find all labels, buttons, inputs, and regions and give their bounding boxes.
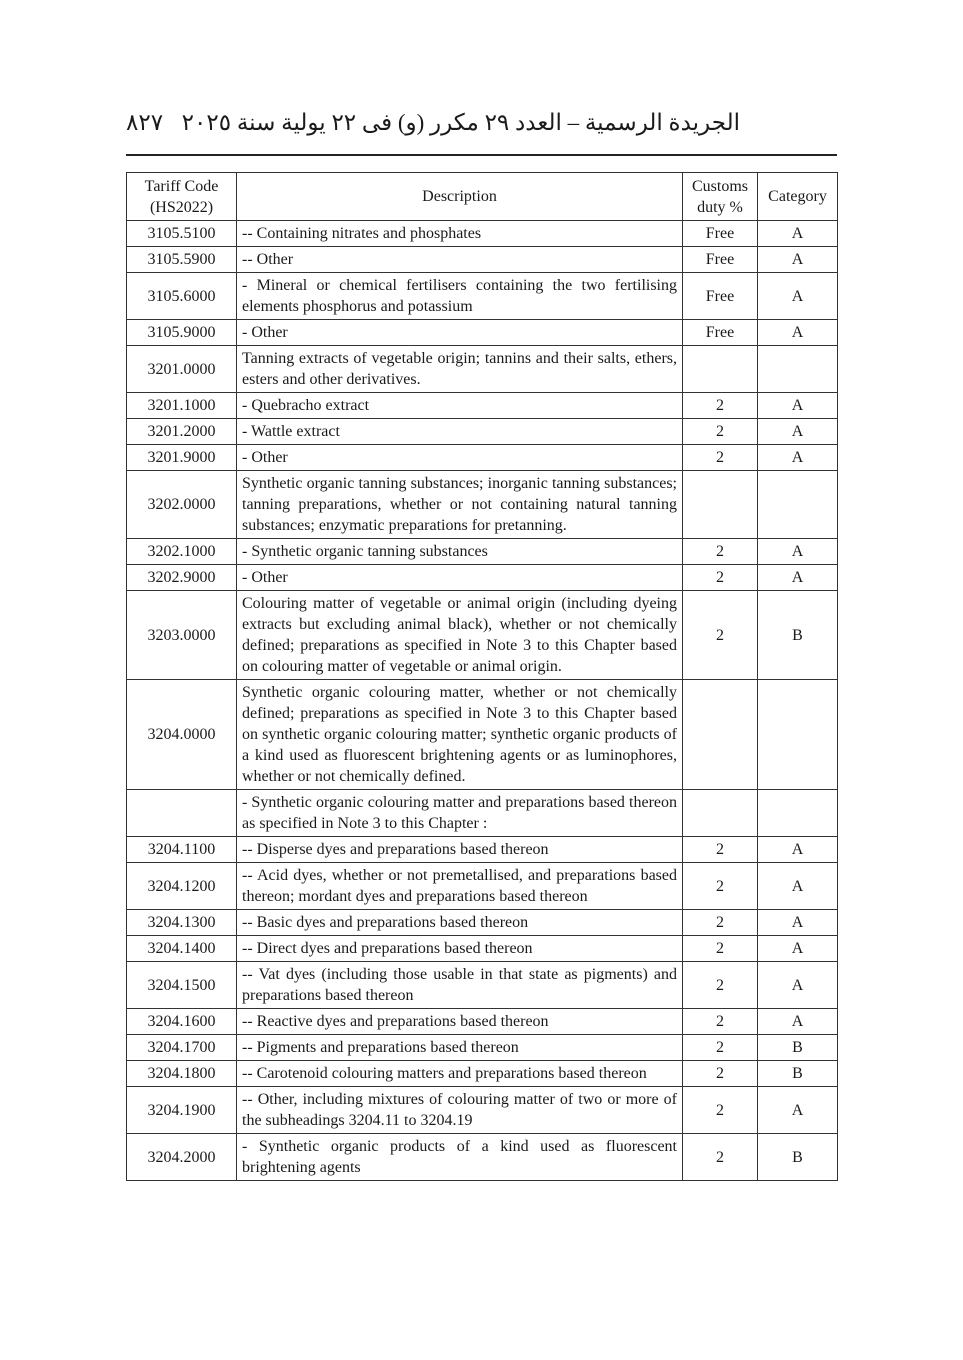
- description-cell: -- Basic dyes and preparations based thereon: [237, 910, 683, 936]
- description-cell: -- Vat dyes (including those usable in that state as pigments) and preparations based thereon: [237, 962, 683, 1009]
- category-cell: A: [758, 320, 838, 346]
- customs-duty-cell: [683, 346, 758, 393]
- customs-duty-cell: 2: [683, 393, 758, 419]
- description-cell: -- Carotenoid colouring matters and preparations based thereon: [237, 1061, 683, 1087]
- category-cell: A: [758, 910, 838, 936]
- description-cell: -- Acid dyes, whether or not premetallised, and preparations based thereon; mordant dyes and preparations based thereon: [237, 863, 683, 910]
- description-cell: - Other: [237, 445, 683, 471]
- description-cell: -- Reactive dyes and preparations based thereon: [237, 1009, 683, 1035]
- description-cell: - Other: [237, 565, 683, 591]
- description-cell: -- Other: [237, 247, 683, 273]
- description-cell: -- Other, including mixtures of colouring matter of two or more of the subheadings 3204.11 to 3204.19: [237, 1087, 683, 1134]
- customs-duty-cell: 2: [683, 1134, 758, 1181]
- tariff-code-cell: 3201.1000: [127, 393, 237, 419]
- customs-duty-cell: Free: [683, 221, 758, 247]
- customs-duty-cell: Free: [683, 247, 758, 273]
- column-header-tariff-code: Tariff Code (HS2022): [127, 173, 237, 221]
- customs-duty-cell: 2: [683, 837, 758, 863]
- customs-duty-cell: 2: [683, 591, 758, 680]
- table-row: [127, 591, 838, 680]
- table-row: [127, 936, 838, 962]
- customs-duty-cell: 2: [683, 910, 758, 936]
- table-row: [127, 1061, 838, 1087]
- description-cell: - Synthetic organic tanning substances: [237, 539, 683, 565]
- tariff-code-cell: 3201.0000: [127, 346, 237, 393]
- tariff-code-cell: 3204.2000: [127, 1134, 237, 1181]
- tariff-code-cell: 3204.1100: [127, 837, 237, 863]
- tariff-code-cell: 3204.1500: [127, 962, 237, 1009]
- category-cell: A: [758, 936, 838, 962]
- tariff-code-cell: 3204.1400: [127, 936, 237, 962]
- tariff-code-cell: 3204.1600: [127, 1009, 237, 1035]
- customs-duty-cell: [683, 680, 758, 790]
- description-cell: - Synthetic organic colouring matter and preparations based thereon as specified in Note 3 to this Chapter :: [237, 790, 683, 837]
- description-cell: - Other: [237, 320, 683, 346]
- category-cell: A: [758, 539, 838, 565]
- tariff-table: [126, 172, 838, 1181]
- tariff-code-cell: [127, 790, 237, 837]
- category-cell: A: [758, 863, 838, 910]
- category-cell: A: [758, 419, 838, 445]
- customs-duty-cell: 2: [683, 1009, 758, 1035]
- customs-duty-cell: 2: [683, 936, 758, 962]
- tariff-code-cell: 3202.1000: [127, 539, 237, 565]
- customs-duty-cell: Free: [683, 320, 758, 346]
- customs-duty-cell: [683, 471, 758, 539]
- table-row: [127, 393, 838, 419]
- category-cell: A: [758, 221, 838, 247]
- tariff-code-cell: 3204.1200: [127, 863, 237, 910]
- description-cell: -- Pigments and preparations based thereon: [237, 1035, 683, 1061]
- table-header-row: [127, 173, 838, 221]
- table-row: [127, 837, 838, 863]
- table-row: [127, 1087, 838, 1134]
- header-rule: [126, 154, 837, 156]
- category-cell: A: [758, 445, 838, 471]
- customs-duty-cell: 2: [683, 1061, 758, 1087]
- tariff-code-cell: 3105.9000: [127, 320, 237, 346]
- category-cell: [758, 346, 838, 393]
- description-cell: - Synthetic organic products of a kind used as fluorescent brightening agents: [237, 1134, 683, 1181]
- table-row: [127, 247, 838, 273]
- table-row: [127, 471, 838, 539]
- category-cell: B: [758, 1035, 838, 1061]
- tariff-code-cell: 3202.9000: [127, 565, 237, 591]
- table-row: [127, 1009, 838, 1035]
- table-row: [127, 320, 838, 346]
- tariff-code-cell: 3105.5100: [127, 221, 237, 247]
- page-number: ٨٢٧: [126, 110, 164, 135]
- category-cell: A: [758, 1009, 838, 1035]
- tariff-code-cell: 3201.2000: [127, 419, 237, 445]
- customs-duty-cell: 2: [683, 1035, 758, 1061]
- page-header: [126, 108, 836, 144]
- table-row: [127, 445, 838, 471]
- category-cell: A: [758, 962, 838, 1009]
- category-cell: A: [758, 565, 838, 591]
- tariff-code-cell: 3204.0000: [127, 680, 237, 790]
- tariff-code-cell: 3204.1700: [127, 1035, 237, 1061]
- description-cell: Synthetic organic tanning substances; inorganic tanning substances; tanning preparations, whether or not containing natural tanning substances; enzymatic preparations for pretanning.: [237, 471, 683, 539]
- category-cell: A: [758, 837, 838, 863]
- category-cell: [758, 680, 838, 790]
- category-cell: [758, 471, 838, 539]
- column-header-customs-duty: Customs duty %: [683, 173, 758, 221]
- description-cell: -- Disperse dyes and preparations based thereon: [237, 837, 683, 863]
- category-cell: B: [758, 1134, 838, 1181]
- description-cell: - Wattle extract: [237, 419, 683, 445]
- description-cell: Synthetic organic colouring matter, whether or not chemically defined; preparations as specified in Note 3 to this Chapter based on synthetic organic colouring matter; synthetic organic products of a kind used as fluorescent brightening agents or as luminophores, whether or not chemically defined.: [237, 680, 683, 790]
- tariff-code-cell: 3203.0000: [127, 591, 237, 680]
- description-cell: Tanning extracts of vegetable origin; tannins and their salts, ethers, esters and other derivatives.: [237, 346, 683, 393]
- category-cell: [758, 790, 838, 837]
- table-row: [127, 1035, 838, 1061]
- description-cell: -- Containing nitrates and phosphates: [237, 221, 683, 247]
- table-row: [127, 419, 838, 445]
- table-row: [127, 346, 838, 393]
- tariff-code-cell: 3105.5900: [127, 247, 237, 273]
- tariff-table-container: [126, 172, 837, 1181]
- customs-duty-cell: 2: [683, 962, 758, 1009]
- customs-duty-cell: 2: [683, 539, 758, 565]
- category-cell: B: [758, 1061, 838, 1087]
- category-cell: A: [758, 393, 838, 419]
- table-row: [127, 273, 838, 320]
- table-row: [127, 221, 838, 247]
- description-cell: Colouring matter of vegetable or animal origin (including dyeing extracts but excluding animal black), whether or not chemically defined; preparations as specified in Note 3 to this Chapter based on colouring matter of vegetable or animal origin.: [237, 591, 683, 680]
- table-row: [127, 790, 838, 837]
- customs-duty-cell: 2: [683, 863, 758, 910]
- customs-duty-cell: 2: [683, 445, 758, 471]
- gazette-title: الجريدة الرسمية – العدد ٢٩ مكرر (و) فى ٢٢ يولية سنة ٢٠٢٥: [181, 110, 740, 135]
- customs-duty-cell: Free: [683, 273, 758, 320]
- table-row: [127, 680, 838, 790]
- table-row: [127, 1134, 838, 1181]
- customs-duty-cell: 2: [683, 565, 758, 591]
- tariff-code-cell: 3204.1900: [127, 1087, 237, 1134]
- category-cell: B: [758, 591, 838, 680]
- tariff-code-cell: 3202.0000: [127, 471, 237, 539]
- table-row: [127, 910, 838, 936]
- category-cell: A: [758, 273, 838, 320]
- description-cell: -- Direct dyes and preparations based thereon: [237, 936, 683, 962]
- table-row: [127, 539, 838, 565]
- tariff-code-cell: 3105.6000: [127, 273, 237, 320]
- customs-duty-cell: 2: [683, 419, 758, 445]
- description-cell: - Quebracho extract: [237, 393, 683, 419]
- description-cell: - Mineral or chemical fertilisers containing the two fertilising elements phosphorus and potassium: [237, 273, 683, 320]
- tariff-code-cell: 3201.9000: [127, 445, 237, 471]
- category-cell: A: [758, 1087, 838, 1134]
- table-row: [127, 962, 838, 1009]
- tariff-code-cell: 3204.1300: [127, 910, 237, 936]
- column-header-category: Category: [758, 173, 838, 221]
- customs-duty-cell: [683, 790, 758, 837]
- tariff-code-cell: 3204.1800: [127, 1061, 237, 1087]
- customs-duty-cell: 2: [683, 1087, 758, 1134]
- column-header-description: Description: [237, 173, 683, 221]
- table-row: [127, 863, 838, 910]
- table-row: [127, 565, 838, 591]
- category-cell: A: [758, 247, 838, 273]
